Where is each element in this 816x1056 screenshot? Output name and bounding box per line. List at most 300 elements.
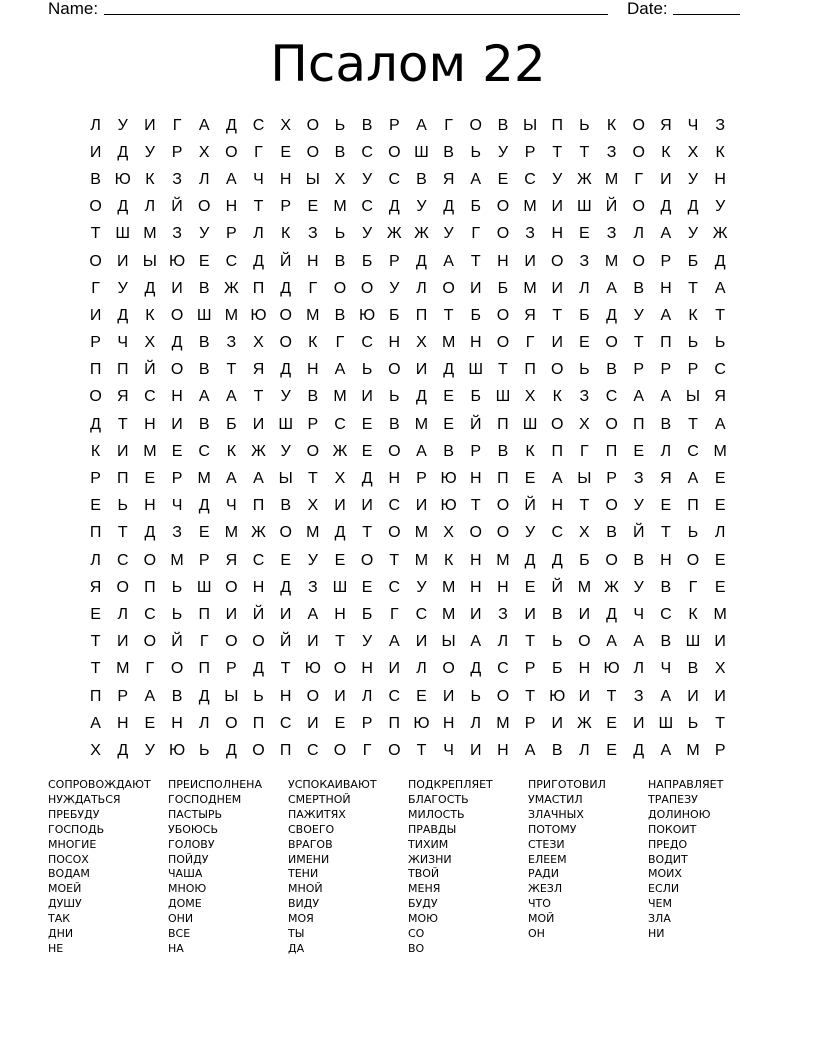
grid-letter: А	[660, 306, 672, 324]
grid-letter: Н	[307, 361, 319, 379]
grid-letter: У	[144, 741, 155, 759]
grid-letter: П	[524, 361, 536, 379]
grid-letter: Х	[524, 388, 536, 406]
grid-letter: О	[632, 198, 645, 216]
grid-letter: С	[361, 198, 373, 216]
grid-letter: Я	[116, 388, 129, 406]
grid-letter: В	[660, 578, 672, 596]
word-column	[648, 778, 768, 957]
grid-letter: Б	[579, 551, 590, 569]
grid-letter: Л	[361, 687, 373, 705]
grid-letter: Я	[660, 116, 672, 134]
grid-letter: Д	[551, 551, 563, 569]
grid-letter: Ы	[685, 388, 701, 406]
grid-letter: В	[660, 415, 672, 433]
word-item: УМАСТИЛ	[528, 792, 583, 806]
grid-letter: О	[632, 143, 645, 161]
grid-letter: Е	[606, 714, 617, 732]
grid-letter: К	[688, 306, 698, 324]
word-item: ТЫ	[288, 927, 305, 941]
grid-letter: Ь	[687, 524, 699, 542]
grid-letter: Д	[117, 306, 129, 324]
grid-letter: Н	[497, 578, 509, 596]
grid-letter: Н	[469, 470, 482, 488]
word-item: ДОМЕ	[168, 897, 202, 911]
grid-letter: Й	[252, 605, 265, 623]
grid-letter: Д	[416, 388, 427, 406]
grid-letter: И	[144, 116, 156, 134]
word-item: МЕНЯ	[408, 882, 441, 896]
grid-letter: М	[306, 524, 320, 542]
grid-letter: К	[145, 306, 155, 324]
grid-letter: Х	[687, 143, 699, 161]
grid-letter: И	[578, 605, 591, 623]
grid-letter: И	[578, 687, 591, 705]
grid-letter: Е	[714, 470, 726, 488]
grid-letter: О	[225, 633, 238, 651]
word-column	[48, 778, 168, 957]
grid-letter: И	[551, 714, 563, 732]
word-column	[168, 778, 288, 957]
grid-letter: Ж	[604, 578, 619, 596]
grid-letter: И	[89, 143, 102, 161]
grid-letter: Д	[687, 198, 699, 216]
grid-letter: О	[442, 660, 455, 678]
grid-letter: К	[281, 225, 291, 243]
grid-letter: Ш	[196, 306, 212, 324]
grid-letter: О	[333, 279, 347, 297]
grid-letter: Е	[361, 415, 373, 433]
grid-letter: З	[226, 334, 237, 352]
grid-letter: Х	[280, 116, 291, 134]
grid-letter: Д	[361, 470, 373, 488]
grid-letter: О	[225, 143, 238, 161]
grid-letter: С	[144, 388, 156, 406]
grid-letter: Л	[198, 170, 210, 188]
grid-letter: С	[524, 170, 536, 188]
grid-letter: Б	[687, 252, 699, 270]
word-item: РАДИ	[528, 867, 559, 881]
grid-letter: С	[252, 116, 265, 134]
grid-letter: О	[89, 388, 102, 406]
word-item: БУДУ	[408, 897, 438, 911]
grid-letter: У	[524, 524, 536, 542]
grid-letter: У	[416, 198, 427, 216]
grid-letter: Ы	[577, 470, 592, 488]
grid-letter: Б	[551, 660, 563, 678]
name-blank-line[interactable]	[104, 14, 608, 15]
grid-letter: Р	[280, 198, 291, 216]
grid-letter: О	[252, 633, 265, 651]
grid-letter: О	[279, 524, 292, 542]
grid-letter: Х	[416, 334, 427, 352]
grid-letter: В	[90, 170, 101, 188]
grid-letter: Г	[688, 578, 698, 596]
grid-letter: И	[551, 279, 563, 297]
date-blank-line[interactable]	[673, 14, 740, 15]
grid-letter: Б	[361, 252, 373, 270]
grid-letter: М	[604, 170, 619, 188]
word-item: ПРЕДО	[648, 837, 688, 851]
grid-letter: У	[280, 388, 291, 406]
grid-letter: С	[551, 524, 564, 542]
grid-letter: С	[198, 442, 210, 460]
grid-letter: Д	[416, 252, 427, 270]
grid-letter: Ч	[253, 170, 264, 188]
grid-letter: Т	[552, 143, 563, 161]
grid-letter: И	[415, 361, 428, 379]
grid-letter: А	[687, 470, 699, 488]
grid-letter: Е	[280, 551, 291, 569]
grid-letter: Р	[171, 143, 183, 161]
grid-letter: Й	[605, 198, 618, 216]
grid-letter: Д	[606, 306, 617, 324]
grid-letter: Ь	[171, 578, 183, 596]
grid-letter: З	[172, 170, 182, 188]
grid-letter: И	[116, 252, 129, 270]
grid-letter: Е	[90, 497, 101, 515]
word-item: ГОЛОВУ	[168, 837, 215, 851]
grid-letter: И	[171, 279, 183, 297]
grid-letter: К	[552, 388, 562, 406]
grid-letter: Д	[225, 741, 237, 759]
grid-letter: Т	[362, 524, 373, 542]
grid-letter: Т	[579, 143, 590, 161]
grid-letter: Ь	[171, 605, 183, 623]
grid-letter: С	[144, 605, 156, 623]
grid-letter: Д	[144, 524, 156, 542]
grid-letter: У	[687, 225, 699, 243]
grid-letter: Е	[307, 198, 319, 216]
grid-letter: Е	[714, 497, 726, 515]
grid-letter: З	[525, 225, 535, 243]
word-item: ПОДКРЕПЛЯЕТ	[408, 778, 493, 791]
grid-letter: М	[224, 306, 239, 324]
grid-letter: А	[714, 279, 726, 297]
grid-letter: Ж	[251, 524, 266, 542]
grid-letter: М	[143, 442, 157, 460]
grid-letter: Д	[606, 605, 617, 623]
grid-letter: Р	[171, 470, 183, 488]
grid-letter: А	[660, 741, 672, 759]
grid-letter: К	[443, 551, 454, 569]
grid-letter: Й	[524, 497, 536, 515]
word-item: ПОЙДУ	[168, 852, 209, 866]
grid-letter: А	[551, 470, 563, 488]
grid-letter: Л	[579, 279, 590, 297]
grid-letter: Х	[334, 170, 346, 188]
word-item: ВРАГОВ	[288, 837, 333, 851]
grid-letter: Ь	[198, 741, 210, 759]
grid-letter: Л	[660, 442, 672, 460]
grid-letter: В	[307, 388, 319, 406]
grid-letter: Ш	[577, 198, 592, 216]
grid-letter: О	[496, 497, 510, 515]
grid-letter: И	[307, 714, 319, 732]
grid-letter: А	[660, 225, 672, 243]
grid-letter: К	[688, 605, 698, 623]
grid-letter: Р	[416, 470, 427, 488]
grid-letter: Р	[226, 225, 237, 243]
word-item: ПОКОИТ	[648, 822, 697, 836]
grid-letter: О	[496, 334, 510, 352]
grid-letter: Б	[470, 306, 482, 324]
grid-letter: С	[605, 388, 618, 406]
grid-letter: М	[441, 334, 456, 352]
grid-letter: Л	[497, 633, 509, 651]
grid-letter: У	[144, 143, 155, 161]
grid-letter: У	[117, 116, 128, 134]
grid-letter: Р	[226, 660, 237, 678]
grid-letter: Ч	[660, 660, 672, 678]
grid-letter: И	[660, 170, 672, 188]
grid-letter: З	[579, 388, 590, 406]
grid-letter: Л	[117, 605, 128, 623]
grid-letter: З	[498, 605, 508, 623]
grid-letter: О	[605, 497, 618, 515]
word-item: НЕ	[48, 941, 64, 955]
grid-letter: М	[306, 306, 320, 324]
word-item: СО	[408, 927, 425, 941]
grid-letter: И	[279, 605, 292, 623]
word-item: ТВОЙ	[408, 867, 440, 881]
grid-letter: К	[226, 442, 237, 460]
grid-letter: О	[469, 524, 482, 542]
word-column	[528, 778, 648, 957]
grid-letter: Ь	[334, 225, 346, 243]
grid-letter: О	[360, 551, 374, 569]
grid-letter: Г	[145, 660, 155, 678]
grid-letter: Ж	[712, 225, 728, 243]
grid-letter: Р	[660, 361, 672, 379]
grid-letter: П	[252, 497, 265, 515]
grid-letter: Н	[660, 279, 672, 297]
grid-letter: Ы	[278, 470, 293, 488]
grid-letter: Н	[469, 551, 482, 569]
grid-letter: Ч	[117, 334, 129, 352]
grid-letter: Б	[470, 388, 482, 406]
grid-letter: М	[604, 252, 619, 270]
grid-letter: М	[523, 279, 537, 297]
grid-letter: П	[198, 605, 210, 623]
grid-letter: Н	[144, 415, 156, 433]
grid-letter: О	[306, 116, 320, 134]
word-item: ПРЕИСПОЛНЕНА	[168, 778, 262, 791]
grid-letter: Ь	[687, 334, 699, 352]
grid-letter: Ь	[470, 687, 482, 705]
grid-letter: О	[632, 252, 645, 270]
grid-letter: П	[497, 470, 509, 488]
grid-letter: Д	[144, 279, 156, 297]
grid-letter: Ю	[603, 660, 620, 678]
grid-letter: В	[497, 116, 509, 134]
grid-letter: У	[117, 279, 128, 297]
grid-letter: Ю	[250, 306, 267, 324]
grid-letter: Т	[470, 252, 481, 270]
grid-letter: С	[388, 687, 401, 705]
grid-letter: О	[496, 524, 510, 542]
grid-letter: Ш	[414, 143, 429, 161]
grid-letter: П	[551, 442, 563, 460]
grid-letter: А	[416, 116, 427, 134]
grid-letter: Н	[497, 252, 509, 270]
word-item: МНОЙ	[288, 882, 323, 896]
grid-letter: М	[333, 198, 347, 216]
grid-letter: В	[171, 687, 183, 705]
grid-letter: А	[714, 415, 726, 433]
grid-letter: Р	[307, 415, 319, 433]
grid-letter: Н	[714, 170, 726, 188]
grid-letter: А	[253, 470, 264, 488]
word-item: НУЖДАТЬСЯ	[48, 792, 121, 806]
grid-letter: К	[145, 170, 155, 188]
grid-letter: Ь	[117, 497, 128, 515]
grid-letter: Р	[524, 714, 536, 732]
grid-letter: Н	[334, 605, 346, 623]
grid-letter: О	[333, 741, 347, 759]
grid-letter: О	[89, 252, 102, 270]
grid-letter: Х	[443, 524, 454, 542]
grid-letter: В	[660, 633, 672, 651]
grid-letter: Т	[117, 415, 128, 433]
word-item: ВИДУ	[288, 897, 320, 911]
grid-letter: М	[197, 470, 211, 488]
grid-letter: И	[361, 388, 373, 406]
grid-letter: Т	[90, 660, 101, 678]
grid-letter: Н	[116, 714, 129, 732]
word-item: ЖЕЗЛ	[528, 882, 563, 896]
grid-letter: О	[306, 143, 320, 161]
grid-letter: П	[388, 714, 401, 732]
grid-letter: О	[496, 306, 510, 324]
date-label: Date:	[627, 0, 668, 18]
grid-letter: В	[551, 605, 563, 623]
grid-letter: Г	[254, 143, 263, 161]
grid-letter: А	[470, 170, 482, 188]
grid-letter: Т	[579, 497, 590, 515]
grid-letter: В	[497, 442, 509, 460]
grid-letter: У	[715, 198, 726, 216]
grid-letter: А	[198, 388, 210, 406]
grid-letter: Й	[632, 524, 645, 542]
grid-letter: Е	[198, 524, 210, 542]
grid-letter: Т	[307, 470, 318, 488]
grid-letter: Г	[525, 334, 535, 352]
grid-letter: Л	[633, 225, 644, 243]
grid-letter: Ь	[687, 714, 699, 732]
grid-letter: М	[441, 605, 456, 623]
grid-letter: Ю	[168, 741, 186, 759]
grid-letter: О	[170, 361, 184, 379]
grid-letter: И	[551, 198, 563, 216]
grid-letter: Е	[90, 605, 101, 623]
grid-letter: И	[470, 279, 482, 297]
grid-letter: А	[443, 252, 454, 270]
grid-letter: Й	[279, 633, 292, 651]
grid-letter: Г	[91, 279, 100, 297]
grid-letter: Т	[552, 306, 563, 324]
grid-letter: В	[334, 306, 346, 324]
grid-letter: В	[198, 334, 210, 352]
grid-letter: С	[388, 497, 401, 515]
grid-letter: Ш	[658, 714, 674, 732]
grid-letter: Я	[225, 551, 238, 569]
grid-letter: У	[362, 633, 373, 651]
grid-letter: Й	[470, 415, 482, 433]
grid-letter: Л	[198, 714, 210, 732]
grid-letter: Е	[579, 225, 590, 243]
grid-letter: Д	[388, 198, 400, 216]
grid-letter: Е	[497, 170, 509, 188]
grid-letter: О	[388, 361, 401, 379]
word-item: ПОСОХ	[48, 852, 89, 866]
grid-letter: О	[360, 279, 374, 297]
grid-letter: Ы	[142, 252, 157, 270]
grid-letter: М	[333, 388, 347, 406]
grid-letter: У	[362, 170, 373, 188]
grid-letter: Е	[714, 578, 726, 596]
grid-letter: Б	[361, 605, 373, 623]
grid-letter: У	[633, 578, 644, 596]
grid-letter: Д	[524, 551, 536, 569]
grid-letter: О	[551, 361, 564, 379]
grid-letter: Р	[524, 143, 536, 161]
grid-letter: Ч	[687, 116, 699, 134]
grid-letter: А	[307, 605, 319, 623]
grid-letter: Е	[361, 442, 373, 460]
word-list	[48, 778, 768, 957]
grid-letter: И	[334, 687, 346, 705]
word-item: СМЕРТНОЙ	[288, 792, 351, 806]
grid-letter: Н	[660, 551, 672, 569]
word-item: СТЕЗИ	[528, 837, 565, 851]
grid-letter: Ь	[579, 361, 590, 379]
grid-letter: Н	[497, 741, 509, 759]
grid-letter: Г	[199, 633, 209, 651]
grid-letter: Н	[279, 687, 292, 705]
grid-letter: О	[442, 279, 455, 297]
grid-letter: З	[172, 225, 182, 243]
grid-letter: Х	[579, 524, 590, 542]
grid-letter: Д	[198, 497, 210, 515]
grid-letter: П	[660, 334, 672, 352]
grid-letter: О	[388, 524, 401, 542]
grid-letter: Т	[688, 415, 698, 433]
grid-letter: О	[197, 198, 211, 216]
grid-letter: М	[523, 198, 537, 216]
grid-letter: Р	[524, 660, 536, 678]
grid-letter: С	[415, 605, 428, 623]
word-item: СВОЕГО	[288, 822, 335, 836]
grid-letter: У	[362, 225, 373, 243]
grid-letter: И	[361, 497, 373, 515]
grid-letter: П	[252, 714, 265, 732]
word-item: ТАК	[48, 912, 71, 926]
grid-letter: Ж	[223, 279, 239, 297]
grid-letter: Н	[388, 334, 401, 352]
grid-letter: О	[388, 741, 401, 759]
grid-letter: И	[632, 714, 645, 732]
grid-letter: Г	[389, 605, 399, 623]
grid-letter: Б	[389, 306, 400, 324]
grid-letter: Е	[579, 334, 590, 352]
word-item: ИМЕНИ	[288, 852, 330, 866]
grid-letter: М	[116, 660, 130, 678]
grid-letter: З	[606, 143, 617, 161]
word-item: ЖИЗНИ	[408, 852, 452, 866]
word-column	[408, 778, 528, 957]
grid-letter: В	[198, 361, 210, 379]
